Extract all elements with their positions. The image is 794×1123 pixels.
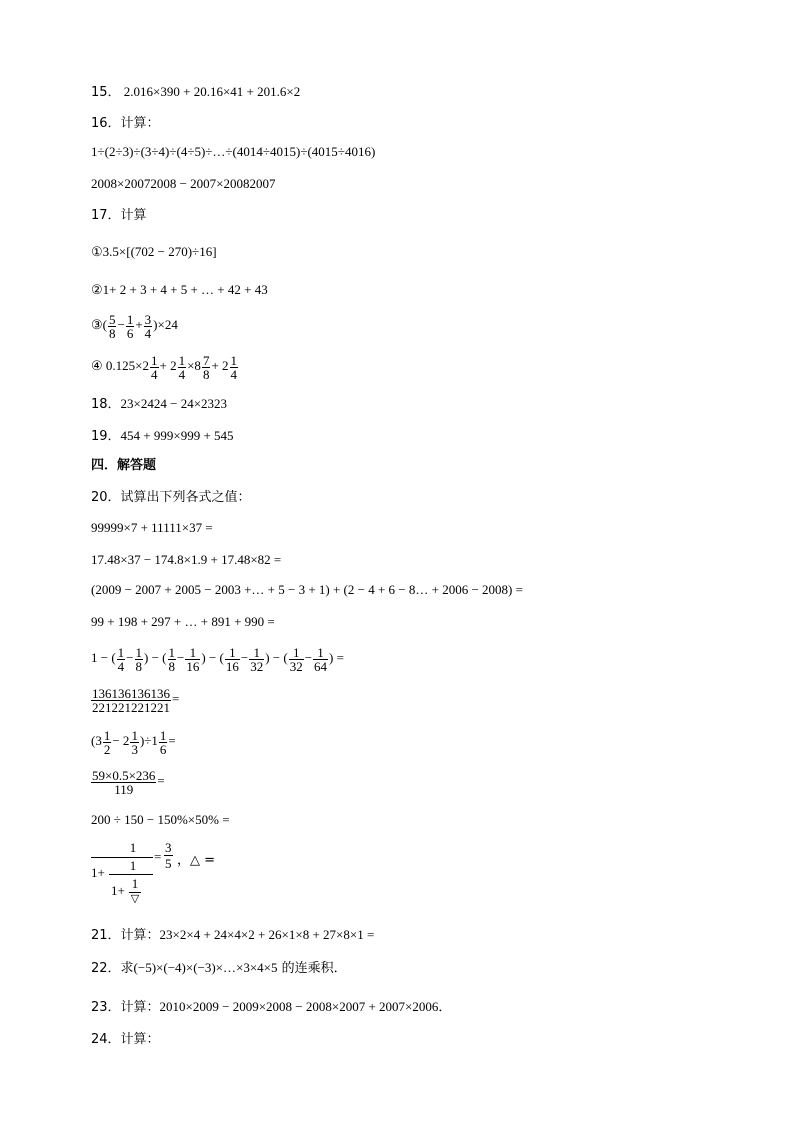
fraction: $\frac{59\times 0.5\times 236}{119}$	[92, 767, 156, 797]
fraction: $\frac{1}{16}$	[225, 644, 239, 674]
question-18: 18．23×2424 − 24×2323	[91, 396, 228, 412]
fraction: $\frac{3}{4}$	[144, 311, 152, 341]
question-16-title: 16．计算：	[91, 116, 160, 131]
fraction: $\frac{1}{4}$	[230, 352, 238, 382]
fraction: $\frac{1}{64}$	[314, 644, 328, 674]
question-20-expression-9: 200 ÷ 150 − 150%×50% =	[91, 812, 230, 827]
question-17-part-3: ③( $\frac{5}{8}$ − $\frac{1}{6}$ + $\frac{3}{4}$ )×24	[91, 311, 178, 341]
question-20-expression-4: 99 + 198 + 297 + … + 891 + 990 =	[91, 614, 275, 629]
question-number: 15．	[91, 85, 121, 100]
question-20-expression-2: 17.48×37 − 174.8×1.9 + 17.48×82 =	[91, 552, 282, 567]
question-20-title: 20．试算出下列各式之值：	[91, 490, 251, 505]
question-20-expression-5: 1 − ( $\frac{1}{4}$ − $\frac{1}{8}$ ) − ( $\frac{1}{8}$ − $\frac{1}{16}$ ) − ( $\frac{1}{16}$ − $\frac{1}{32}$ ) − ( $\frac{1}{32}$ − $\frac{1}{64}$ ) =	[91, 644, 344, 674]
question-17-part-4: ④ 0.125×2 $\frac{1}{4}$ + 2 $\frac{1}{4}$ ×8 $\frac{7}{8}$ + 2 $\frac{1}{4}$	[91, 352, 238, 382]
question-15	[91, 84, 300, 101]
question-17-part-1: ①3.5×[(702 − 270)÷16]	[91, 244, 217, 259]
fraction: $\frac{1}{6}$	[126, 311, 134, 341]
fraction: $\frac{1}{3}$	[131, 727, 138, 757]
fraction: $\frac{1}{6}$	[159, 727, 167, 757]
question-22: 22．求(−5)×(−4)×(−3)×…×3×4×5 的连乘积．	[91, 960, 347, 976]
question-20-expression-8: $\frac{59\times 0.5\times 236}{119}$ =	[92, 767, 165, 797]
question-20-expression-1: 99999×7 + 11111×37 =	[91, 520, 213, 535]
triangle-symbol: ▽	[130, 893, 140, 905]
question-20-expression-10: 1 1+ 1 1+ 1 ▽ = 3 5 ，△ =	[91, 840, 216, 905]
question-17-title: 17．计算	[91, 208, 147, 223]
question-16-expression-1: 1÷(2÷3)÷(3÷4)÷(4÷5)÷…÷(4014÷4015)÷(4015÷4016)	[91, 144, 376, 159]
fraction: $\frac{1}{8}$	[168, 644, 176, 674]
question-20-expression-3: (2009 − 2007 + 2005 − 2003 +… + 5 − 3 + 1) + (2 − 4 + 6 − 8… + 2006 − 2008) =	[91, 582, 523, 597]
fraction: $\frac{7}{8}$	[202, 352, 210, 382]
fraction: $\frac{5}{8}$	[108, 311, 116, 341]
question-17-part-2: ②1+ 2 + 3 + 4 + 5 + … + 42 + 43	[91, 282, 268, 297]
fraction: $\frac{1}{4}$	[178, 352, 186, 382]
fraction-bar	[109, 874, 153, 875]
expression: 2.016×390 + 20.16×41 + 201.6×2	[123, 84, 301, 99]
fraction: $\frac{1}{4}$	[117, 644, 125, 674]
section-heading: 四．解答题	[91, 458, 157, 473]
question-21: 21．计算：23×2×4 + 24×4×2 + 26×1×8 + 27×8×1 =	[91, 927, 375, 943]
fraction: $\frac{1}{32}$	[250, 644, 264, 674]
fraction: $\frac{1}{8}$	[135, 644, 143, 674]
fraction: $\frac{1}{2}$	[103, 727, 111, 757]
question-23: 23．计算：2010×2009 − 2009×2008 − 2008×2007 + 2007×2006．	[91, 999, 452, 1015]
question-20-expression-6: $\frac{136136136136}{221221221221}$ =	[92, 685, 180, 715]
question-24-title: 24．计算：	[91, 1032, 160, 1047]
question-20-expression-7: (3 $\frac{1}{2}$ − 2 $\frac{1}{3}$ )÷1 $\frac{1}{6}$ =	[91, 727, 176, 757]
fraction: $\frac{1}{4}$	[151, 352, 158, 382]
fraction: 3 5	[165, 840, 172, 871]
fraction: $\frac{1}{32}$	[289, 644, 303, 674]
question-19: 19．454 + 999×999 + 545	[91, 428, 234, 444]
fraction: $\frac{1}{16}$	[186, 644, 200, 674]
fraction: $\frac{136136136136}{221221221221}$	[92, 685, 170, 715]
question-16-expression-2: 2008×20072008 − 2007×20082007	[91, 176, 276, 191]
